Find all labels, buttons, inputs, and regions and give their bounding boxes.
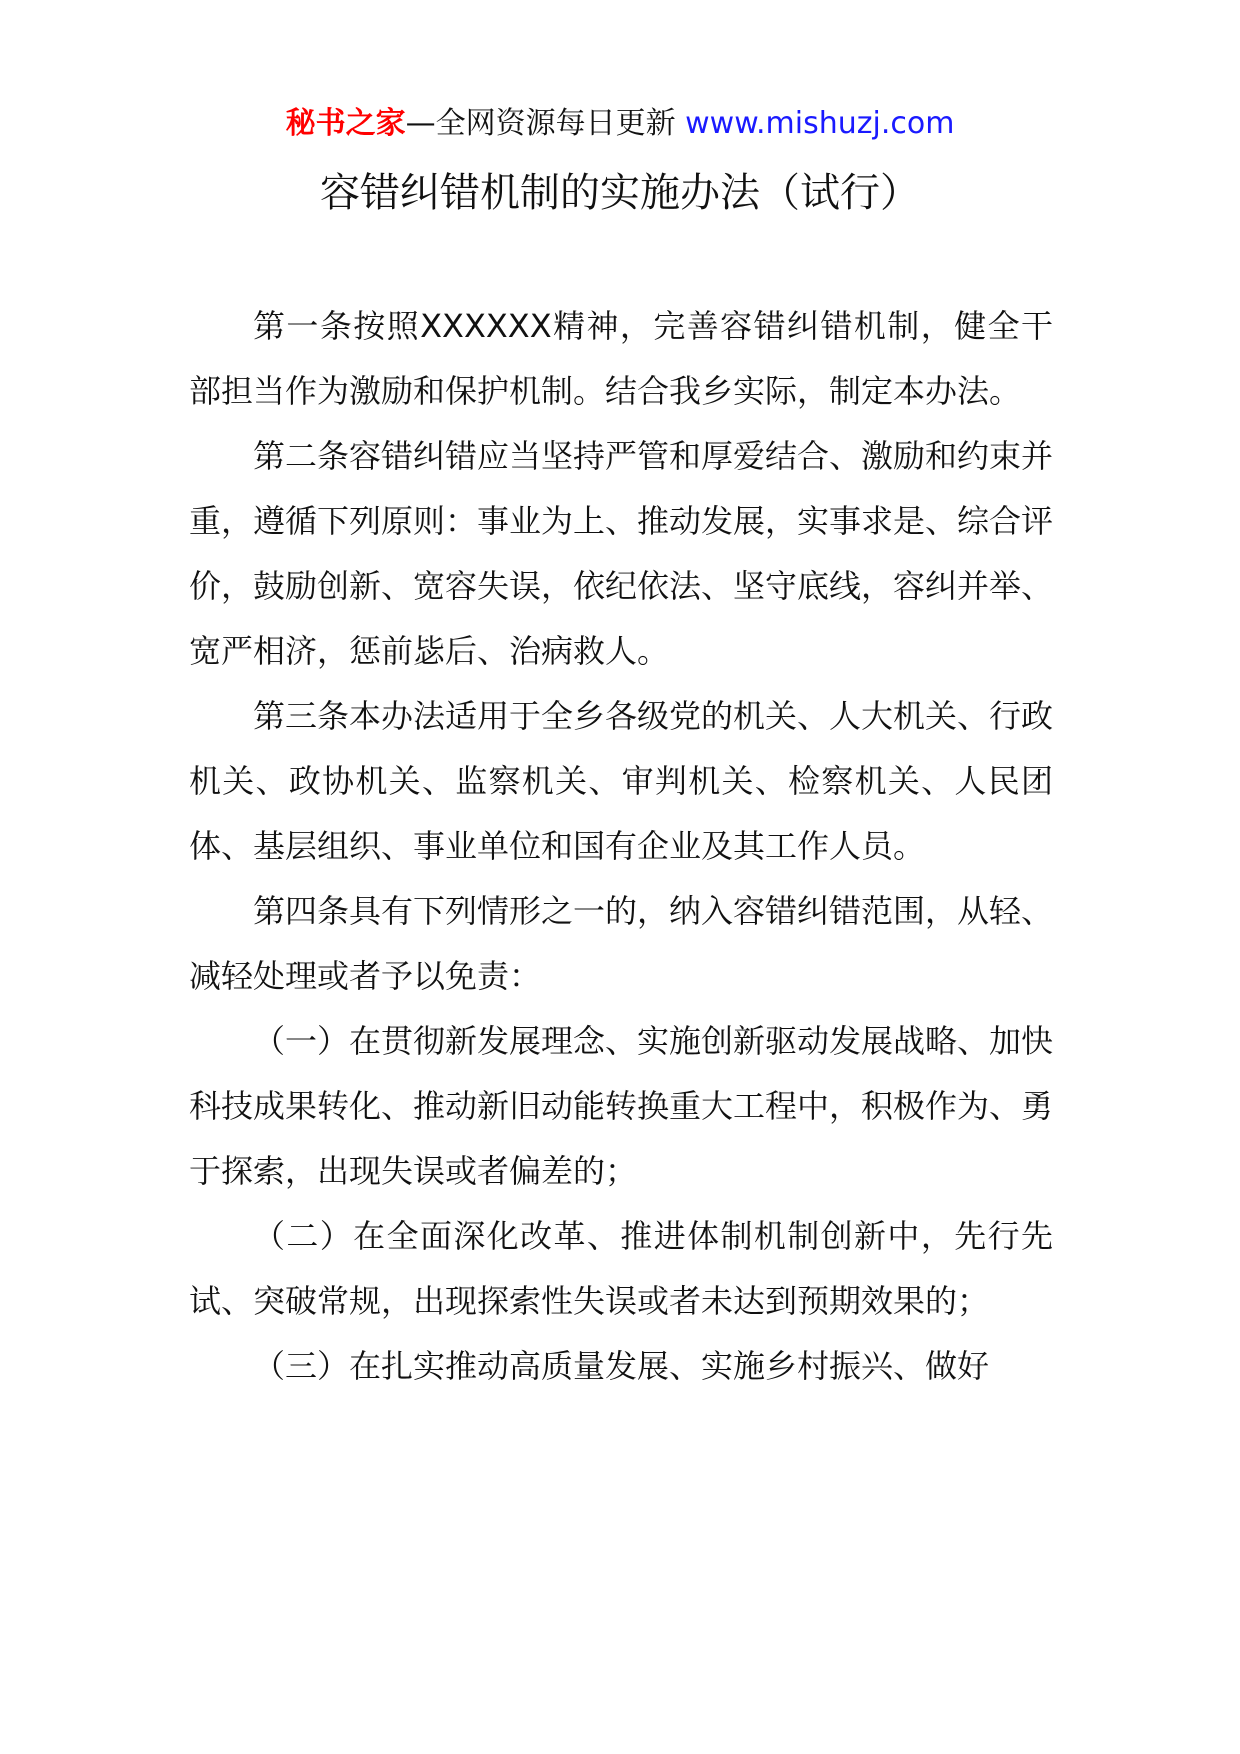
brand-name: 秘书之家 <box>285 106 406 141</box>
document-title: 容错纠错机制的实施办法（试行） <box>320 170 920 216</box>
item-2-paragraph: （二）在全面深化改革、推进体制机制创新中，先行先试、突破常规，出现探索性失误或者未达到预期效果的； <box>189 1217 1053 1320</box>
item-3-paragraph: （三）在扎实推动高质量发展、实施乡村振兴、做好 <box>253 1347 990 1385</box>
article-1-paragraph: 第一条按照XXXXXX精神，完善容错纠错机制，健全干部担当作为激励和保护机制。结合我乡实际，制定本办法。 <box>189 307 1053 410</box>
article-3-paragraph: 第三条本办法适用于全乡各级党的机关、人大机关、行政机关、政协机关、监察机关、审判机关、检察机关、人民团体、基层组织、事业单位和国有企业及其工作人员。 <box>189 697 1054 865</box>
site-header <box>0 102 1240 146</box>
document-body <box>189 294 1053 1399</box>
article-4-paragraph: 第四条具有下列情形之一的，纳入容错纠错范围，从轻、减轻处理或者予以免责： <box>189 892 1054 995</box>
site-url-link[interactable]: www.mishuzj.com <box>685 106 955 141</box>
header-tagline: —全网资源每日更新 <box>405 106 686 141</box>
item-1-paragraph: （一）在贯彻新发展理念、实施创新驱动发展战略、加快科技成果转化、推动新旧动能转换重大工程中，积极作为、勇于探索，出现失误或者偏差的； <box>189 1022 1054 1190</box>
article-2-paragraph: 第二条容错纠错应当坚持严管和厚爱结合、激励和约束并重，遵循下列原则：事业为上、推动发展，实事求是、综合评价，鼓励创新、宽容失误，依纪依法、坚守底线，容纠并举、宽严相济，惩前毖后、治病救人。 <box>189 437 1054 670</box>
